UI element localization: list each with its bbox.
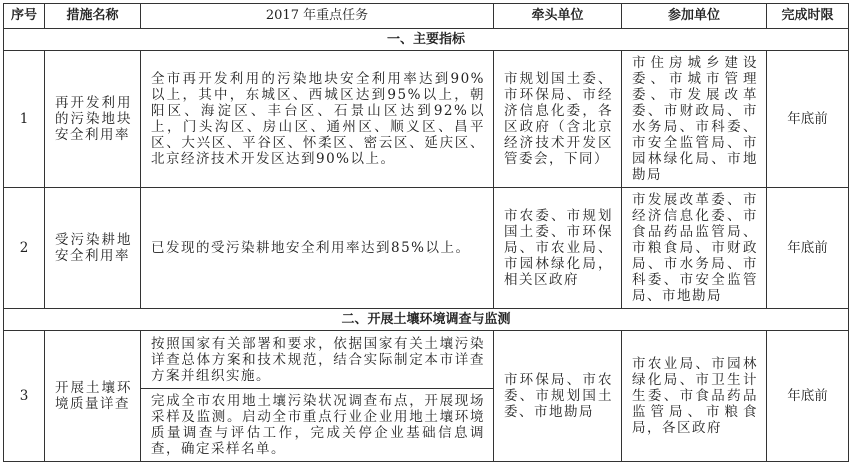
header-no: 序号 (4, 4, 45, 29)
deadline: 年底前 (767, 51, 849, 188)
header-tasks: 2017 年重点任务 (141, 4, 494, 29)
section-row (4, 29, 849, 51)
task-table (3, 3, 849, 462)
task-text: 全市再开发利用的污染地块安全利用率达到90%以上，其中，东城区、西城区达到95%以上，朝阳区、海淀区、丰台区、石景山区达到92%以上，门头沟区、房山区、通州区、顺义区、昌平区、大兴区、平谷区、怀柔区、密云区、延庆区、北京经济技术开发区达到90%以上。 (141, 51, 494, 188)
deadline: 年底前 (767, 188, 849, 309)
lead-units: 市环保局、市农委、市规划国土委、市地勘局 (494, 331, 622, 462)
task-text: 按照国家有关部署和要求，依据国家有关土壤污染详查总体方案和技术规范，结合实际制定本市详查方案并组织实施。 (151, 335, 485, 384)
measure-name: 开展土壤环境质量详查 (45, 331, 141, 462)
lead-units: 市农委、市规划国土委、市环保局、市农业局、市园林绿化局，相关区政府 (494, 188, 622, 309)
lead-units: 市规划国土委、市环保局、市经济信息化委，各区政府（含北京经济技术开发区管委会，下同） (494, 51, 622, 188)
deadline: 年底前 (767, 331, 849, 462)
row-no: 2 (4, 188, 45, 309)
table-row (4, 188, 849, 309)
task-text: 完成全市农用地土壤污染状况调查布点，开展现场采样及监测。启动全市重点行业企业用地土壤环境质量调查与评估工作，完成关停企业基础信息调查，确定采样名单。 (141, 388, 493, 461)
section-title: 二、开展土壤环境调查与监测 (4, 309, 849, 331)
header-lead: 牵头单位 (494, 4, 622, 29)
row-no: 1 (4, 51, 45, 188)
header-row (4, 4, 849, 29)
section-title: 一、主要指标 (4, 29, 849, 51)
header-name: 措施名称 (45, 4, 141, 29)
participant-units: 市发展改革委、市经济信息化委、市食品药品监管局、市粮食局、市财政局、市水务局、市科委、市安全监管局、市地勘局 (622, 188, 767, 309)
table-row (4, 331, 849, 462)
header-deadline: 完成时限 (767, 4, 849, 29)
section-row (4, 309, 849, 331)
header-participants: 参加单位 (622, 4, 767, 29)
task-cell (141, 331, 494, 462)
task-text: 已发现的受污染耕地安全利用率达到85%以上。 (141, 188, 494, 309)
participant-units: 市住房城乡建设委、市城市管理委、市发展改革委、市财政局、市水务局、市科委、市安全监管局、市园林绿化局、市地勘局 (622, 51, 767, 188)
table-row (4, 51, 849, 188)
measure-name: 受污染耕地安全利用率 (45, 188, 141, 309)
participant-units: 市农业局、市园林绿化局、市卫生计生委、市食品药品监管局、市粮食局，各区政府 (622, 331, 767, 462)
row-no: 3 (4, 331, 45, 462)
measure-name: 再开发利用的污染地块安全利用率 (45, 51, 141, 188)
